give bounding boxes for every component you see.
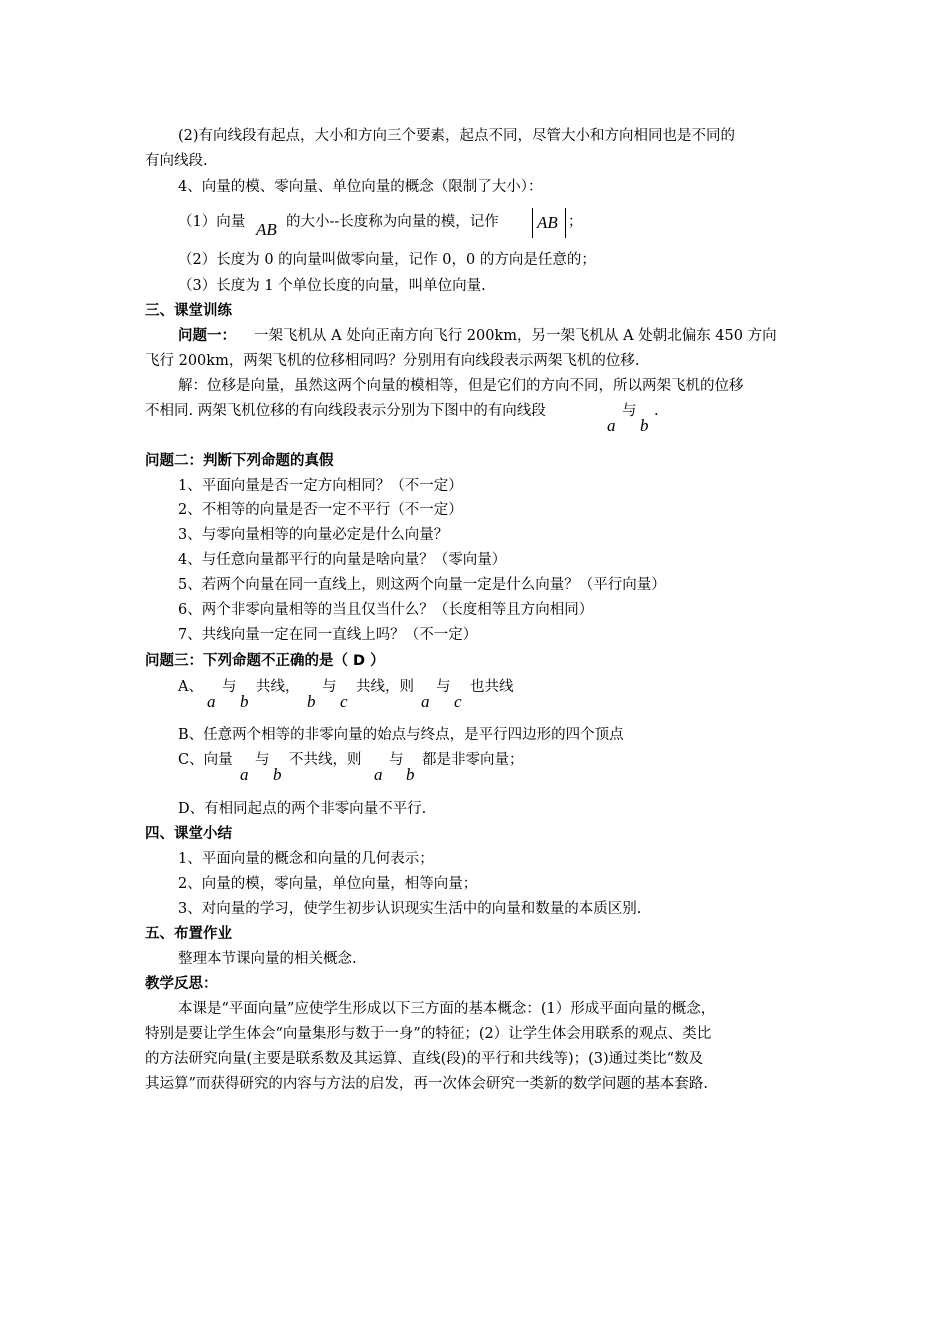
question-1-label: 问题一：: [178, 328, 236, 344]
homework-text: 整理本节课向量的相关概念.: [178, 951, 357, 967]
option-a-with: 与: [222, 679, 237, 695]
option-a-collinear: 共线，: [256, 679, 300, 695]
answer-with: 与: [622, 403, 637, 419]
paragraph-directed-segment-line1: (2)有向线段有起点，大小和方向三个要素，起点不同，尽管大小和方向相同也是不同的: [178, 128, 736, 144]
reflection-heading: 教学反思：: [145, 976, 218, 992]
vector-a-symbol: a: [607, 416, 616, 435]
answer-line2: 不相同. 两架飞机位移的有向线段表示分别为下图中的有向线段: [145, 403, 546, 419]
vector-c-symbol: c: [454, 692, 462, 711]
question-1-line2: 飞行 200km，两架飞机的位移相同吗？分别用有向线段表示两架飞机的位移.: [145, 353, 640, 369]
vector-ab-symbol: AB: [256, 220, 277, 239]
question-2-item: 3、与零向量相等的向量必定是什么向量？: [178, 527, 449, 543]
item-4-heading: 4、向量的模、零向量、单位向量的概念（限制了大小）：: [178, 179, 543, 195]
question-2-item: 1、平面向量是否一定方向相同？（不一定）: [178, 478, 463, 494]
option-a-tail: 也共线: [470, 679, 514, 695]
option-a-with: 与: [322, 679, 337, 695]
option-c-tail: 都是非零向量；: [422, 752, 524, 768]
summary-item: 1、平面向量的概念和向量的几何表示；: [178, 851, 434, 867]
item-4-2: （2）长度为 0 的向量叫做零向量，记作 0，0 的方向是任意的；: [178, 252, 596, 268]
vector-c-symbol: c: [340, 692, 348, 711]
option-a-with: 与: [436, 679, 451, 695]
question-2-item: 2、不相等的向量是否一定不平行（不一定）: [178, 502, 463, 518]
question-3-heading: 问题三：下列命题不正确的是（ D ）: [145, 653, 385, 669]
section-4-heading: 四、课堂小结: [145, 826, 232, 842]
question-2-item: 4、与任意向量都平行的向量是啥向量？（零向量）: [178, 552, 507, 568]
item-4-3: （3）长度为 1 个单位长度的向量，叫单位向量.: [178, 278, 486, 294]
vector-b-symbol: b: [240, 692, 249, 711]
reflection-line: 本课是“平面向量”应使学生形成以下三方面的基本概念：(1）形成平面向量的概念，: [178, 1001, 716, 1017]
option-a-prefix: A、: [178, 679, 203, 695]
summary-item: 2、向量的模，零向量，单位向量，相等向量；: [178, 876, 478, 892]
modulus-bar-right: [565, 208, 566, 238]
modulus-ab-symbol: AB: [537, 213, 558, 232]
reflection-line: 的方法研究向量(主要是联系数及其运算、直线(段)的平行和共线等)；(3)通过类比“数及: [145, 1051, 704, 1067]
reflection-line: 特别是要让学生体会“向量集形与数于一身”的特征；(2）让学生体会用联系的观点、类比: [145, 1026, 712, 1042]
vector-a-symbol: a: [240, 765, 249, 784]
option-c-prefix: C、向量: [178, 752, 233, 768]
option-a-then: 共线，则: [356, 679, 414, 695]
vector-b-symbol: b: [307, 692, 316, 711]
vector-a-symbol: a: [421, 692, 430, 711]
question-2-item: 5、若两个向量在同一直线上，则这两个向量一定是什么向量？（平行向量）: [178, 577, 666, 593]
summary-item: 3、对向量的学习，使学生初步认识现实生活中的向量和数量的本质区别.: [178, 901, 642, 917]
option-d: D、有相同起点的两个非零向量不平行.: [178, 801, 427, 817]
vector-b-symbol: b: [406, 765, 415, 784]
option-c-mid: 不共线，则: [289, 752, 362, 768]
option-c-with: 与: [255, 752, 270, 768]
answer-line1: 解：位移是向量，虽然这两个向量的模相等，但是它们的方向不同，所以两架飞机的位移: [178, 378, 744, 394]
question-2-item: 7、共线向量一定在同一直线上吗？（不一定）: [178, 627, 478, 643]
modulus-bar-left: [532, 208, 533, 238]
paragraph-directed-segment-line2: 有向线段.: [145, 153, 208, 169]
option-b: B、任意两个相等的非零向量的始点与终点，是平行四边形的四个顶点: [178, 727, 624, 743]
vector-b-symbol: b: [273, 765, 282, 784]
vector-a-symbol: a: [374, 765, 383, 784]
answer-period: .: [654, 403, 659, 419]
item-4-1-prefix: （1）向量: [178, 214, 246, 230]
item-4-1-end: ；: [568, 214, 583, 230]
section-3-heading: 三、课堂训练: [145, 303, 232, 319]
question-2-heading: 问题二：判断下列命题的真假: [145, 453, 334, 469]
question-1-line1: 一架飞机从 A 处向正南方向飞行 200km，另一架飞机从 A 处朝北偏东 450 方向: [254, 328, 777, 344]
option-c-with: 与: [389, 752, 404, 768]
question-2-item: 6、两个非零向量相等的当且仅当什么？（长度相等且方向相同）: [178, 602, 594, 618]
vector-a-symbol: a: [207, 692, 216, 711]
section-5-heading: 五、布置作业: [145, 926, 232, 942]
vector-b-symbol: b: [640, 416, 649, 435]
reflection-line: 其运算”而获得研究的内容与方法的启发，再一次体会研究一类新的数学问题的基本套路.: [145, 1076, 709, 1092]
item-4-1-text: 的大小--长度称为向量的模，记作: [286, 214, 499, 230]
